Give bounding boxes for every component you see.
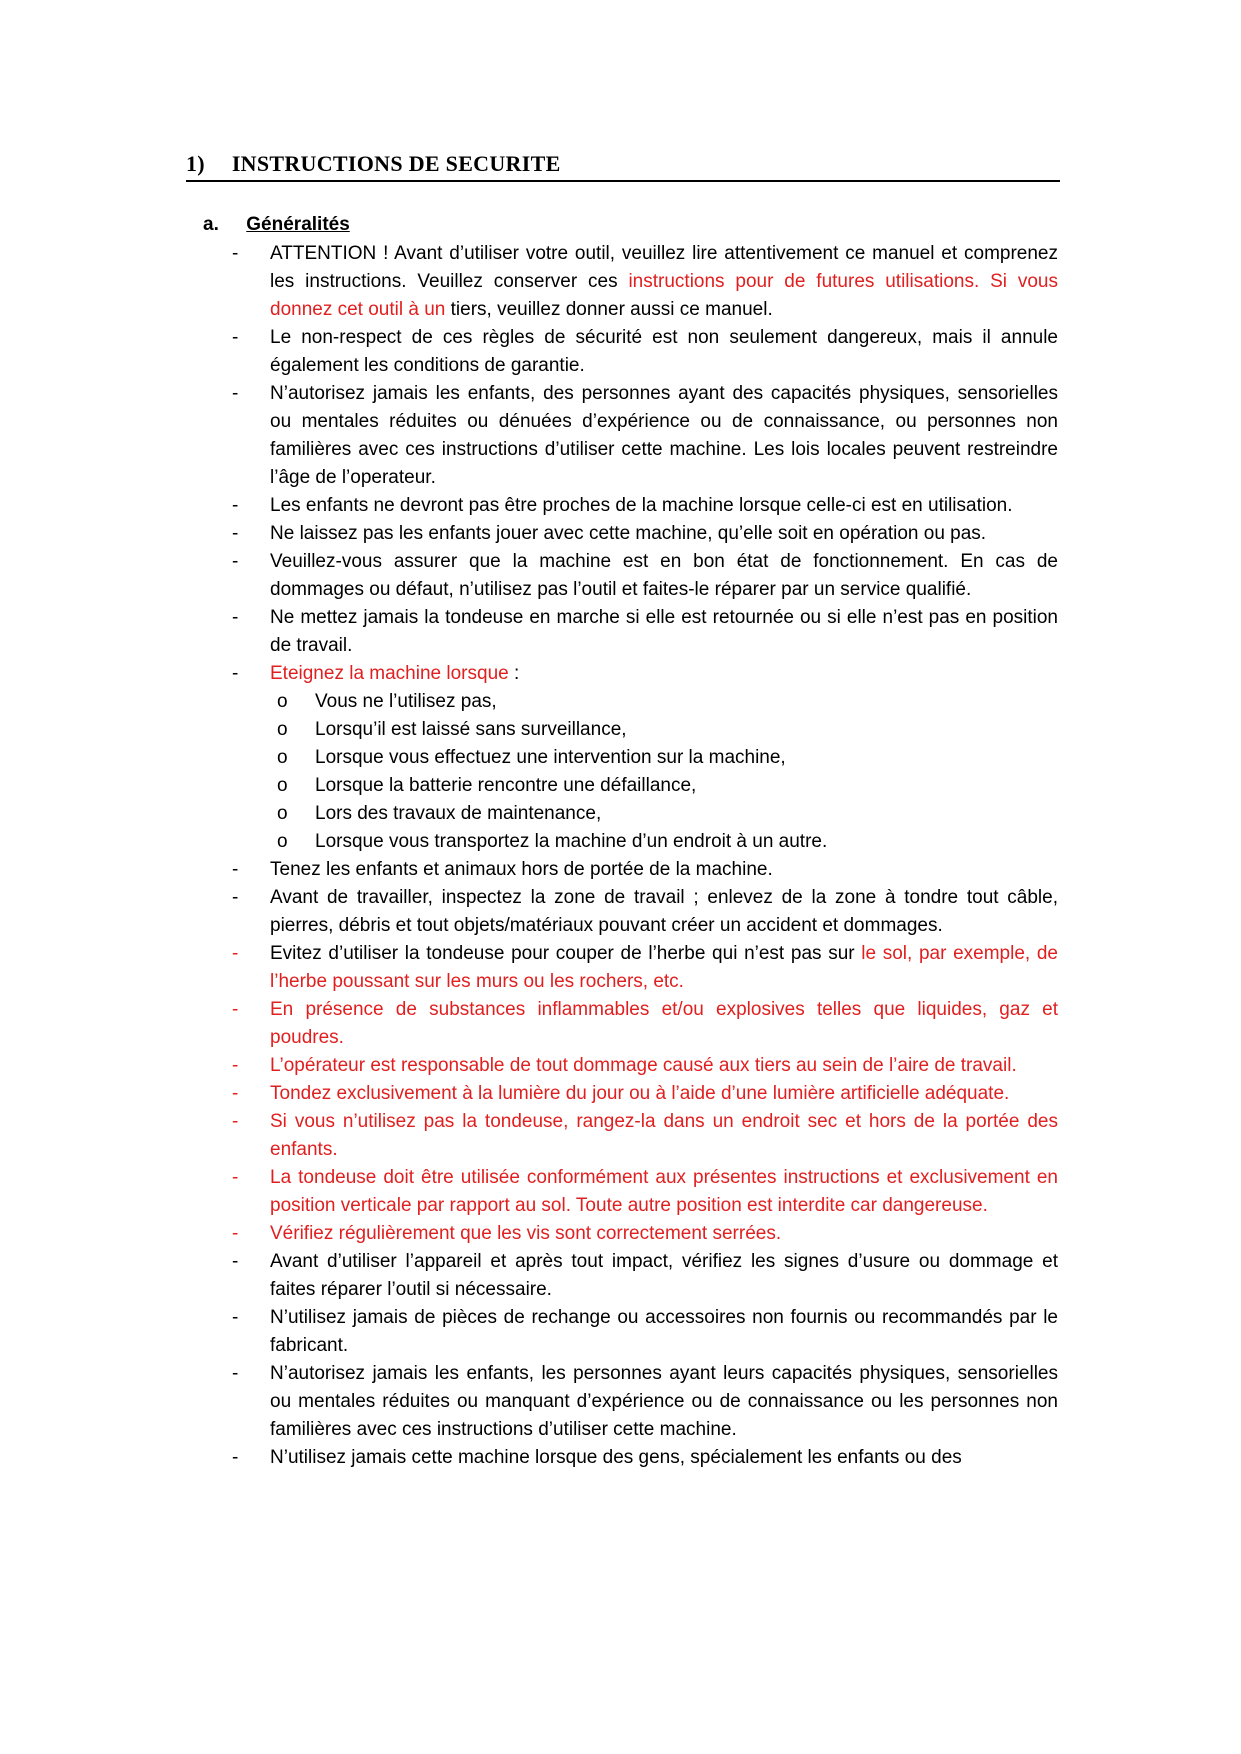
section-heading [186, 150, 1060, 182]
list-item: - Veuillez-vous assurer que la machine est en bon état de fonctionnement. En cas de dommages ou défaut, n’utilisez pas l’outil et faites-le réparer par un service qualifié. [270, 548, 1058, 604]
dash-marker: - [232, 1447, 239, 1468]
section-title: INSTRUCTIONS DE SECURITE [231, 151, 561, 176]
dash-marker: - [232, 1251, 239, 1272]
dash-marker: - [232, 551, 239, 572]
circle-bullet: o [277, 747, 288, 768]
dash-marker: - [232, 1307, 239, 1328]
dash-marker: - [232, 243, 239, 264]
subsection-heading [203, 212, 350, 238]
dash-marker: - [232, 607, 239, 628]
list-item: - Tenez les enfants et animaux hors de portée de la machine. [270, 856, 1058, 884]
dash-marker: - [232, 663, 239, 684]
dash-marker: - [232, 1083, 239, 1104]
dash-marker: - [232, 1055, 239, 1076]
list-item: - Avant d’utiliser l’appareil et après tout impact, vérifiez les signes d’usure ou dommage et faites réparer l’outil si nécessaire. [270, 1248, 1058, 1304]
list-item: - Vérifiez régulièrement que les vis sont correctement serrées. [270, 1220, 1058, 1248]
dash-marker: - [232, 1223, 239, 1244]
circle-bullet: o [277, 775, 288, 796]
list-item: - Le non-respect de ces règles de sécurité est non seulement dangereux, mais il annule également les conditions de garantie. [270, 324, 1058, 380]
sub-list-item: o Lorsque la batterie rencontre une défaillance, [315, 772, 1060, 800]
sub-list-item: o Lors des travaux de maintenance, [315, 800, 1060, 828]
list-item: - La tondeuse doit être utilisée conformément aux présentes instructions et exclusivement en position verticale par rapport au sol. Toute autre position est interdite car dangereuse. [270, 1164, 1058, 1220]
list-item: - N’utilisez jamais cette machine lorsque des gens, spécialement les enfants ou des [270, 1444, 1058, 1472]
list-item: - Ne laissez pas les enfants jouer avec cette machine, qu’elle soit en opération ou pas. [270, 520, 1058, 548]
list-item: - Evitez d’utiliser la tondeuse pour couper de l’herbe qui n’est pas sur le sol, par exemple, de l’herbe poussant sur les murs ou les rochers, etc. [270, 940, 1058, 996]
list-item: - Les enfants ne devront pas être proches de la machine lorsque celle-ci est en utilisation. [270, 492, 1058, 520]
dash-marker: - [232, 887, 239, 908]
dash-marker: - [232, 523, 239, 544]
section-number: 1) [186, 151, 205, 176]
list-item: - Si vous n’utilisez pas la tondeuse, rangez-la dans un endroit sec et hors de la portée des enfants. [270, 1108, 1058, 1164]
sub-list-item: o Vous ne l’utilisez pas, [315, 688, 1060, 716]
list-item: - L’opérateur est responsable de tout dommage causé aux tiers au sein de l’aire de travail. [270, 1052, 1058, 1080]
dash-marker: - [232, 1111, 239, 1132]
dash-marker: - [232, 327, 239, 348]
dash-marker: - [232, 1167, 239, 1188]
list-item: - Avant de travailler, inspectez la zone de travail ; enlevez de la zone à tondre tout câble, pierres, débris et tout objets/matériaux pouvant créer un accident et dommages. [270, 884, 1058, 940]
list-item: - ATTENTION ! Avant d’utiliser votre outil, veuillez lire attentivement ce manuel et comprenez les instructions. Veuillez conserver ces instructions pour de futures utilisations. Si vous donnez cet outil à un tiers, veuillez donner aussi ce manuel. [270, 240, 1058, 324]
circle-bullet: o [277, 831, 288, 852]
dash-marker: - [232, 1363, 239, 1384]
instruction-list [0, 240, 1241, 1472]
dash-marker: - [232, 495, 239, 516]
subsection-title: Généralités [246, 214, 350, 235]
list-item: - N’autorisez jamais les enfants, les personnes ayant leurs capacités physiques, sensorielles ou mentales réduites ou manquant d’expérience ou de connaissance ou les personnes non familières avec ces instructions d’utiliser cette machine. [270, 1360, 1058, 1444]
sub-list-item: o Lorsqu’il est laissé sans surveillance, [315, 716, 1060, 744]
list-item: - Ne mettez jamais la tondeuse en marche si elle est retournée ou si elle n’est pas en position de travail. [270, 604, 1058, 660]
list-item: - Eteignez la machine lorsque : [270, 660, 1058, 688]
circle-bullet: o [277, 691, 288, 712]
sub-list-item: o Lorsque vous transportez la machine d’un endroit à un autre. [315, 828, 1060, 856]
dash-marker: - [232, 999, 239, 1020]
sub-list-item: o Lorsque vous effectuez une intervention sur la machine, [315, 744, 1060, 772]
dash-marker: - [232, 943, 239, 964]
subsection-letter: a. [203, 214, 219, 235]
circle-bullet: o [277, 719, 288, 740]
list-item: - N’autorisez jamais les enfants, des personnes ayant des capacités physiques, sensorielles ou mentales réduites ou dénuées d’expérience ou de connaissance, ou personnes non familières avec ces instructions d’utiliser cette machine. Les lois locales peuvent restreindre l’âge de l’operateur. [270, 380, 1058, 492]
list-item: - N’utilisez jamais de pièces de rechange ou accessoires non fournis ou recommandés par le fabricant. [270, 1304, 1058, 1360]
dash-marker: - [232, 859, 239, 880]
list-item: - En présence de substances inflammables et/ou explosives telles que liquides, gaz et poudres. [270, 996, 1058, 1052]
circle-bullet: o [277, 803, 288, 824]
list-item: - Tondez exclusivement à la lumière du jour ou à l’aide d’une lumière artificielle adéquate. [270, 1080, 1058, 1108]
dash-marker: - [232, 383, 239, 404]
